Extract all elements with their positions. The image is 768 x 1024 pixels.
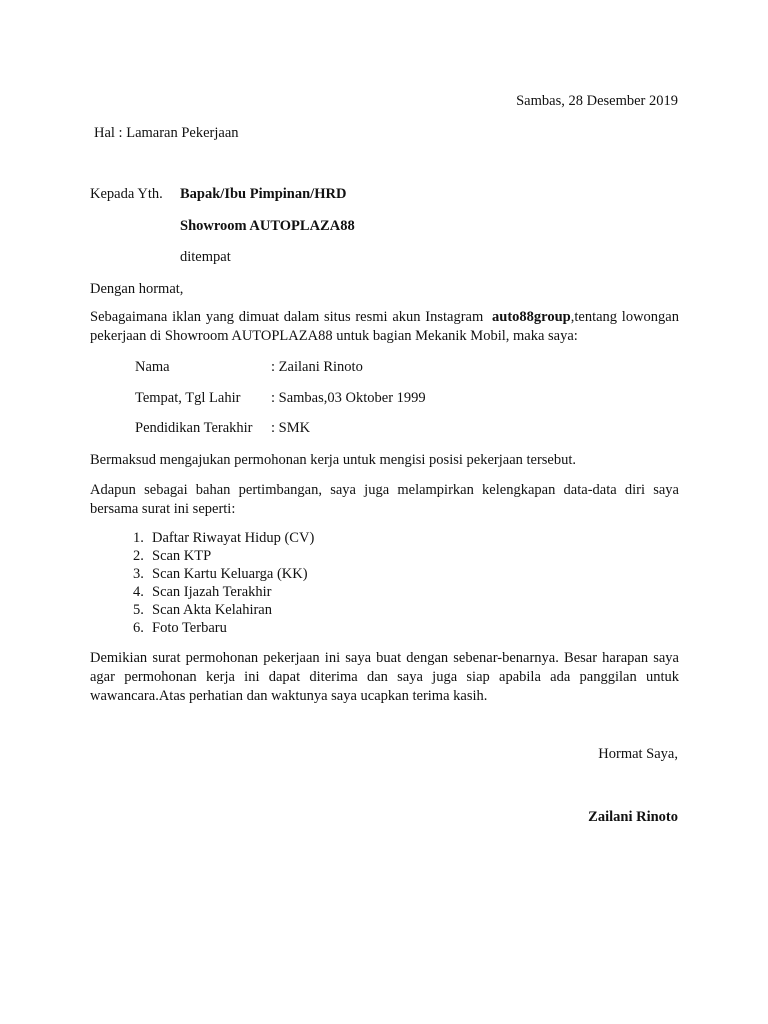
recipient-line-1: Bapak/Ibu Pimpinan/HRD [180, 186, 347, 202]
detail-label-name: Nama [135, 359, 170, 375]
greeting: Dengan hormat, [90, 281, 184, 297]
list-item-number: 1. [133, 530, 144, 546]
subject-line: Hal : Lamaran Pekerjaan [94, 125, 239, 141]
list-item-text: Scan KTP [152, 548, 212, 564]
instagram-account: auto88group [492, 309, 571, 325]
recipient-prefix: Kepada Yth. [90, 186, 163, 202]
list-item-number: 5. [133, 602, 144, 618]
list-item-text: Scan Akta Kelahiran [152, 602, 272, 618]
intro-paragraph [90, 308, 679, 345]
list-item-text: Scan Ijazah Terakhir [152, 584, 272, 600]
detail-label-birth: Tempat, Tgl Lahir [135, 390, 241, 406]
list-item-number: 6. [133, 620, 144, 636]
list-item-number: 3. [133, 566, 144, 582]
signer-name: Zailani Rinoto [588, 809, 678, 825]
purpose-paragraph: Bermaksud mengajukan permohonan kerja untuk mengisi posisi pekerjaan tersebut. [90, 452, 577, 468]
list-item [133, 565, 308, 583]
list-item [133, 529, 314, 547]
list-item [133, 619, 227, 637]
list-item [133, 583, 272, 601]
detail-value-birth: : Sambas,03 Oktober 1999 [271, 390, 426, 406]
signoff: Hormat Saya, [598, 746, 678, 762]
closing-paragraph: Demikian surat permohonan pekerjaan ini saya buat dengan sebenar-benarnya. Besar harapan saya agar permohonan kerja ini dapat diterima dan saya juga siap apabila ada panggilan untuk wawancara.Atas perhatian dan waktunya saya ucapkan terima kasih. [90, 650, 679, 704]
list-item-text: Daftar Riwayat Hidup (CV) [152, 530, 315, 546]
detail-value-education: : SMK [271, 420, 311, 436]
attachments-intro: Adapun sebagai bahan pertimbangan, saya juga melampirkan kelengkapan data-data diri saya bersama surat ini seperti: [90, 482, 679, 517]
intro-text-before: Sebagaimana iklan yang dimuat dalam situs resmi akun Instagram [90, 309, 489, 325]
list-item-number: 2. [133, 548, 144, 564]
list-item [133, 601, 272, 619]
detail-label-education: Pendidikan Terakhir [135, 420, 253, 436]
list-item [133, 547, 211, 565]
recipient-line-2: Showroom AUTOPLAZA88 [180, 218, 355, 234]
place-date: Sambas, 28 Desember 2019 [516, 93, 678, 109]
recipient-line-3: ditempat [180, 249, 231, 265]
intro-text-after: ,tentang lowongan pekerjaan di Showroom AUTOPLAZA88 untuk bagian Mekanik Mobil, maka saya: [90, 309, 679, 344]
list-item-text: Foto Terbaru [152, 620, 227, 636]
list-item-number: 4. [133, 584, 144, 600]
list-item-text: Scan Kartu Keluarga (KK) [152, 566, 308, 582]
detail-value-name: : Zailani Rinoto [271, 359, 363, 375]
